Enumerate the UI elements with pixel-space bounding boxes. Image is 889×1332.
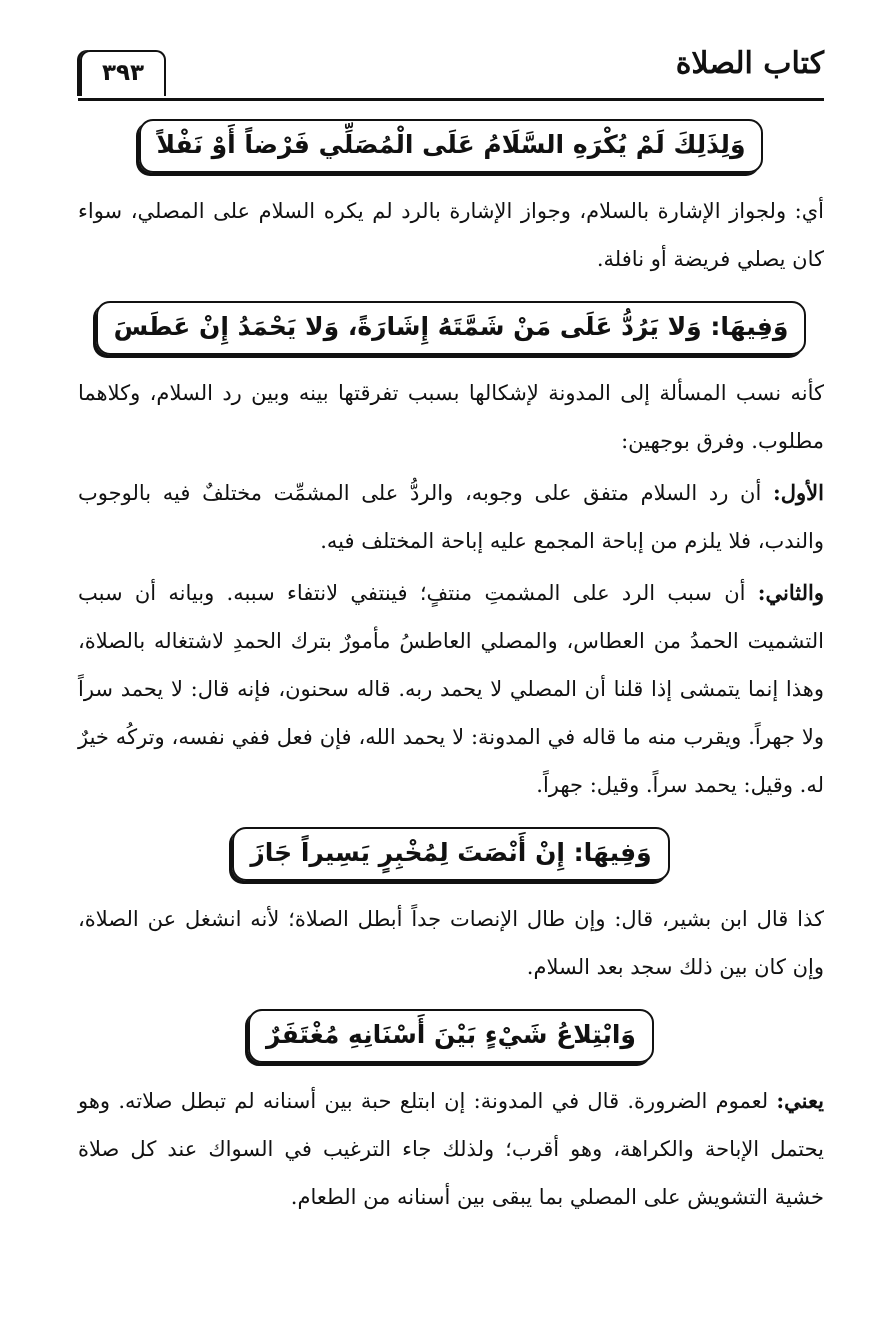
commentary-paragraph: [78, 895, 824, 991]
section-4: [78, 1009, 824, 1221]
commentary-paragraph: [78, 569, 824, 809]
page-number: ٣٩٣: [80, 50, 166, 96]
commentary-paragraph: [78, 369, 824, 465]
paragraph-text: لعموم الضرورة. قال في المدونة: إن ابتلع حبة بين أسنانه لم تبطل صلاته. وهو يحتمل الإباحة والكراهة، وهو أقرب؛ ولذلك جاء الترغيب في السواك عند كل صلاة خشية التشويش على المصلي بما يبقى بين أسنانه من الطعام.: [78, 1089, 824, 1209]
book-title: كتاب الصلاة: [675, 46, 824, 81]
paragraph-lead: الأول:: [773, 480, 824, 505]
paragraph-lead: والثاني:: [757, 580, 824, 605]
matn-box: وَلِذَلِكَ لَمْ يُكْرَهِ السَّلَامُ عَلَى الْمُصَلِّي فَرْضاً أَوْ نَفْلاً: [139, 119, 764, 173]
paragraph-lead: يعني:: [776, 1088, 824, 1113]
section-3: [78, 827, 824, 991]
paragraph-text: كذا قال ابن بشير، قال: وإن طال الإنصات جداً أبطل الصلاة؛ لأنه انشغل عن الصلاة، وإن كان بين ذلك سجد بعد السلام.: [78, 907, 824, 979]
matn-box: وَفِيهَا: إِنْ أَنْصَتَ لِمُخْبِرٍ يَسِيراً جَازَ: [232, 827, 669, 881]
document-page: [78, 40, 824, 1221]
matn-box: وَفِيهَا: وَلا يَرُدُّ عَلَى مَنْ شَمَّتَهُ إِشَارَةً، وَلا يَحْمَدُ إِنْ عَطَسَ: [96, 301, 807, 355]
section-2: [78, 301, 824, 809]
paragraph-text: كأنه نسب المسألة إلى المدونة لإشكالها بسبب تفرقتها بينه وبين رد السلام، وكلاهما مطلوب. وفرق بوجهين:: [78, 381, 824, 453]
matn-box: وَابْتِلاعُ شَيْءٍ بَيْنَ أَسْنَانِهِ مُغْتَفَرٌ: [248, 1009, 654, 1063]
commentary-paragraph: [78, 187, 824, 283]
section-1: [78, 119, 824, 283]
paragraph-text: أي: ولجواز الإشارة بالسلام، وجواز الإشارة بالرد لم يكره السلام على المصلي، سواء كان يصلي فريضة أو نافلة.: [78, 199, 824, 271]
commentary-paragraph: [78, 1077, 824, 1221]
commentary-paragraph: [78, 469, 824, 565]
paragraph-text: أن سبب الرد على المشمتِ منتفٍ؛ فينتفي لانتفاء سببه. وبيانه أن سبب التشميت الحمدُ من العطاس، والمصلي العاطسُ مأمورٌ بترك الحمدِ لاشتغاله بالصلاة، وهذا إنما يتمشى إذا قلنا أن المصلي لا يحمد ربه. قاله سحنون، فإنه قال: لا يحمد سراً ولا جهراً. ويقرب منه ما قاله في المدونة: لا يحمد الله، فإن فعل ففي نفسه، وتركُه خيرٌ له. وقيل: يحمد سراً. وقيل: جهراً.: [78, 581, 824, 797]
page-header: [78, 40, 824, 101]
paragraph-text: أن رد السلام متفق على وجوبه، والردُّ على المشمِّت مختلفٌ فيه بالوجوب والندب، فلا يلزم من إباحة المجمع عليه إباحة المختلف فيه.: [78, 481, 824, 553]
